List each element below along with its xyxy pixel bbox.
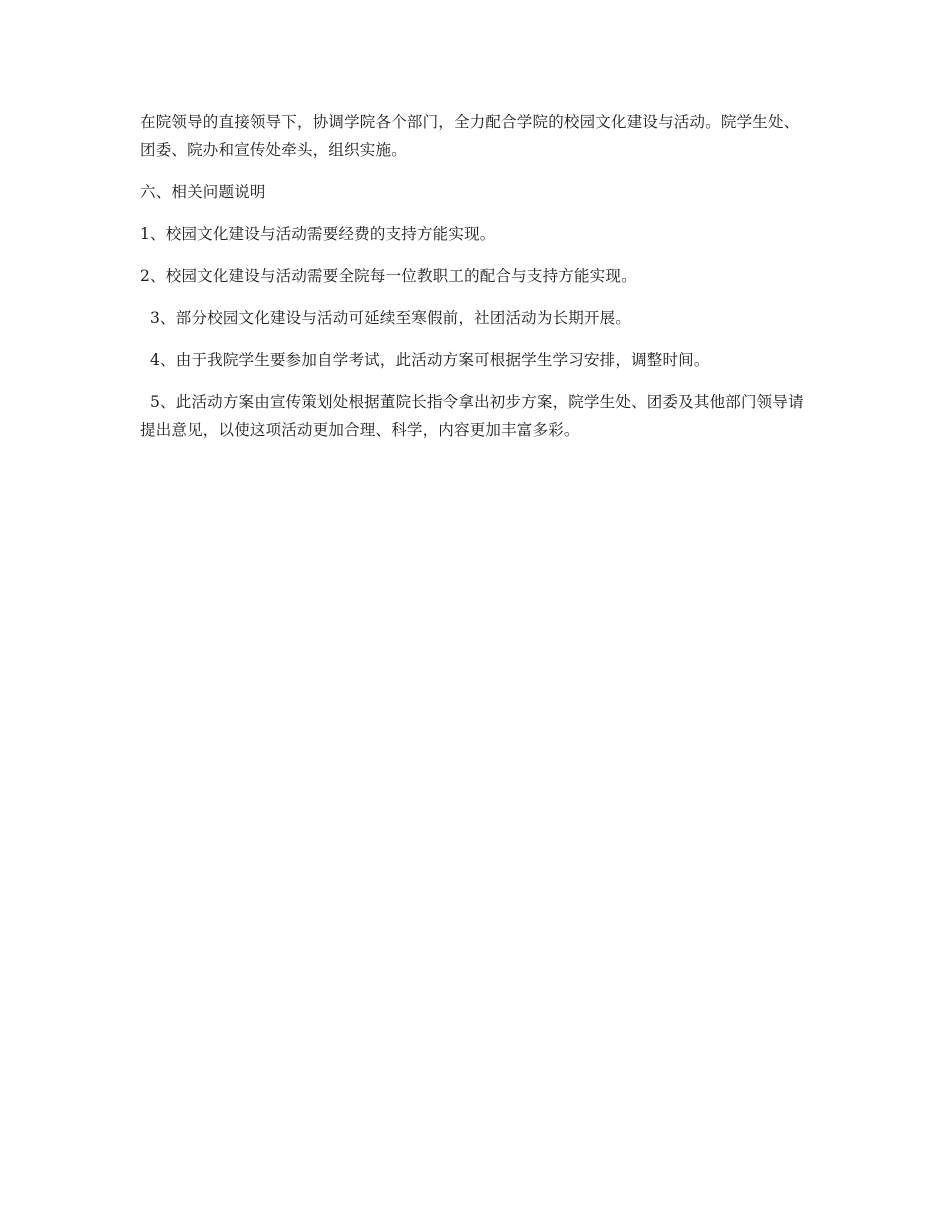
list-item-funding: 1、校园文化建设与活动需要经费的支持方能实现。 (140, 225, 496, 243)
list-item-winter-break: 3、部分校园文化建设与活动可延续至寒假前，社团活动为长期开展。 (150, 309, 632, 327)
document-page (140, 108, 812, 458)
paragraph-leadership: 在院领导的直接领导下，协调学院各个部门，全力配合学院的校园文化建设与活动。院学生处、团委、院办和宣传处牵头，组织实施。 (140, 113, 800, 159)
list-item-self-study-exam: 4、由于我院学生要参加自学考试，此活动方案可根据学生学习安排，调整时间。 (150, 351, 710, 369)
list-item-staff-support: 2、校园文化建设与活动需要全院每一位教职工的配合与支持方能实现。 (140, 267, 637, 285)
section-heading-related-issues: 六、相关问题说明 (140, 183, 266, 201)
list-item-plan-feedback: 5、此活动方案由宣传策划处根据董院长指令拿出初步方案，院学生处、团委及其他部门领导请提出意见，以使这项活动更加合理、科学，内容更加丰富多彩。 (140, 393, 804, 439)
